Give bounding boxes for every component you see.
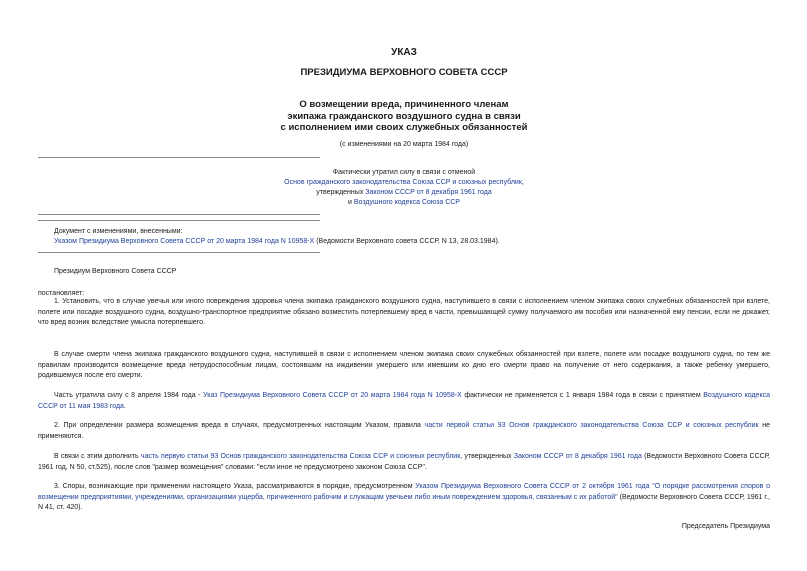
paragraph-3	[38, 391, 770, 412]
amendment-note: (с изменениями на 20 марта 1984 года)	[339, 141, 469, 148]
para-text: Часть утратила силу с 8 апреля 1984 года -	[54, 392, 204, 399]
divider	[38, 252, 320, 253]
lost-force-line: Фактически утратил силу в связи с отменой	[332, 169, 476, 176]
doc-title-issuer: ПРЕЗИДИУМА ВЕРХОВНОГО СОВЕТА СССР	[300, 67, 508, 78]
para-text: не применяются.	[38, 422, 770, 440]
signature-line: Председатель Президиума	[681, 523, 770, 530]
link-decree-1961[interactable]: Указом Президиума Верховного Совета СССР от 2 октября 1961 года "О порядке рассмотрения споров о возмещении предприятиями, учреждениями, организациями ущерба, причиненного рабочим и служащим увечьем либо иным повреждением здоровья, связанным с их работой"	[38, 483, 770, 501]
lost-force-note	[38, 168, 770, 208]
divider	[38, 157, 320, 158]
changes-block	[54, 227, 500, 247]
lost-force-text: и	[348, 199, 354, 206]
link-article-93-part1[interactable]: часть первую статьи 93 Основ гражданского законодательства Союза ССР и союзных республик	[140, 453, 461, 460]
paragraph-5	[38, 452, 770, 473]
para-text: (Ведомости Верховного Совета СССР, 1961 г., N 41, ст. 420).	[38, 493, 770, 511]
divider	[38, 220, 320, 221]
subject-line: экипажа гражданского воздушного судна в связи	[287, 110, 521, 122]
lost-force-text: утвержденных	[316, 189, 366, 196]
doc-title-subject	[38, 99, 770, 134]
link-civil-law-basics[interactable]: Основ гражданского законодательства Союза ССР и союзных республик,	[284, 179, 524, 186]
link-decree-1984[interactable]: Указом Президиума Верховного Совета СССР от 20 марта 1984 года N 10958-X	[54, 238, 315, 245]
link-law-1961-inline[interactable]: Законом СССР от 8 декабря 1961 года	[513, 453, 642, 460]
para-text: (Ведомости Верховного Совета СССР, 1961 год, N 50, ст.525), после слов "размер возмещения" словами: "если иное не предусмотрено законом Союза ССР".	[38, 453, 770, 471]
para-text: , утвержденных	[460, 453, 514, 460]
changes-label: Документ с изменениями, внесенными:	[54, 228, 183, 235]
paragraph-4	[38, 421, 770, 442]
link-air-code[interactable]: Воздушного кодекса Союза ССР	[353, 199, 460, 206]
presidium-line: Президиум Верховного Совета СССР	[54, 268, 177, 275]
para-text: 3. Споры, возникающие при применении настоящего Указа, рассматриваются в порядке, предусмотренном	[54, 483, 416, 490]
changes-tail: (Ведомости Верховного совета СССР, N 13, 28.03.1984).	[314, 238, 500, 245]
decrees-word: постановляет:	[38, 290, 85, 297]
paragraph-6	[38, 482, 770, 514]
doc-title-decree: УКАЗ	[391, 47, 417, 58]
link-decree-1984-inline[interactable]: Указ Президиума Верховного Совета СССР от 20 марта 1984 года N 10958-X	[203, 392, 462, 399]
link-air-code-1983[interactable]: Воздушного кодекса СССР от 11 мая 1983 года	[38, 392, 770, 410]
divider	[38, 214, 320, 215]
subject-line: с исполнением ими своих служебных обязанностей	[280, 122, 528, 133]
para-text: .	[123, 402, 126, 410]
paragraph-2: В случае смерти члена экипажа гражданского воздушного судна, наступившей в связи с исполнением членом экипажа своих служебных обязанностей при взлете, полете или посадке воздушного судна, по тем же правилам производится возмещение вреда нетрудоспособным лицам, состоявшим на иждивении умершего или имевшим ко дню его смерти право на получение от него содержания, а также ребенку умершего, родившемуся после его смерти.	[38, 351, 770, 379]
subject-line: О возмещении вреда, причиненного членам	[299, 99, 509, 110]
para-text: В связи с этим дополнить	[54, 453, 141, 460]
paragraph-1: 1. Установить, что в случае увечья или иного повреждения здоровья члена экипажа гражданского воздушного судна, наступившего в связи с исполнением членом экипажа своих служебных обязанностей при взлете, полете или посадке воздушного судна, воздушно-транспортное предприятие обязано возместить потерпевшему вред в части, превышающей сумму получаемого им пособия или назначенной ему пенсии, если не докажет, что вред возник вследствие умысла потерпевшего.	[38, 298, 770, 326]
para-text: фактически не применяется с 1 января 1984 года в связи с принятием	[461, 392, 704, 399]
link-article-93[interactable]: части первой статьи 93 Основ гражданского законодательства Союза ССР и союзных республик	[424, 422, 759, 429]
link-law-1961[interactable]: Законом СССР от 8 декабря 1961 года	[365, 189, 492, 196]
para-text: 2. При определении размера возмещения вреда в случаях, предусмотренных настоящим Указом, правила	[54, 422, 425, 429]
